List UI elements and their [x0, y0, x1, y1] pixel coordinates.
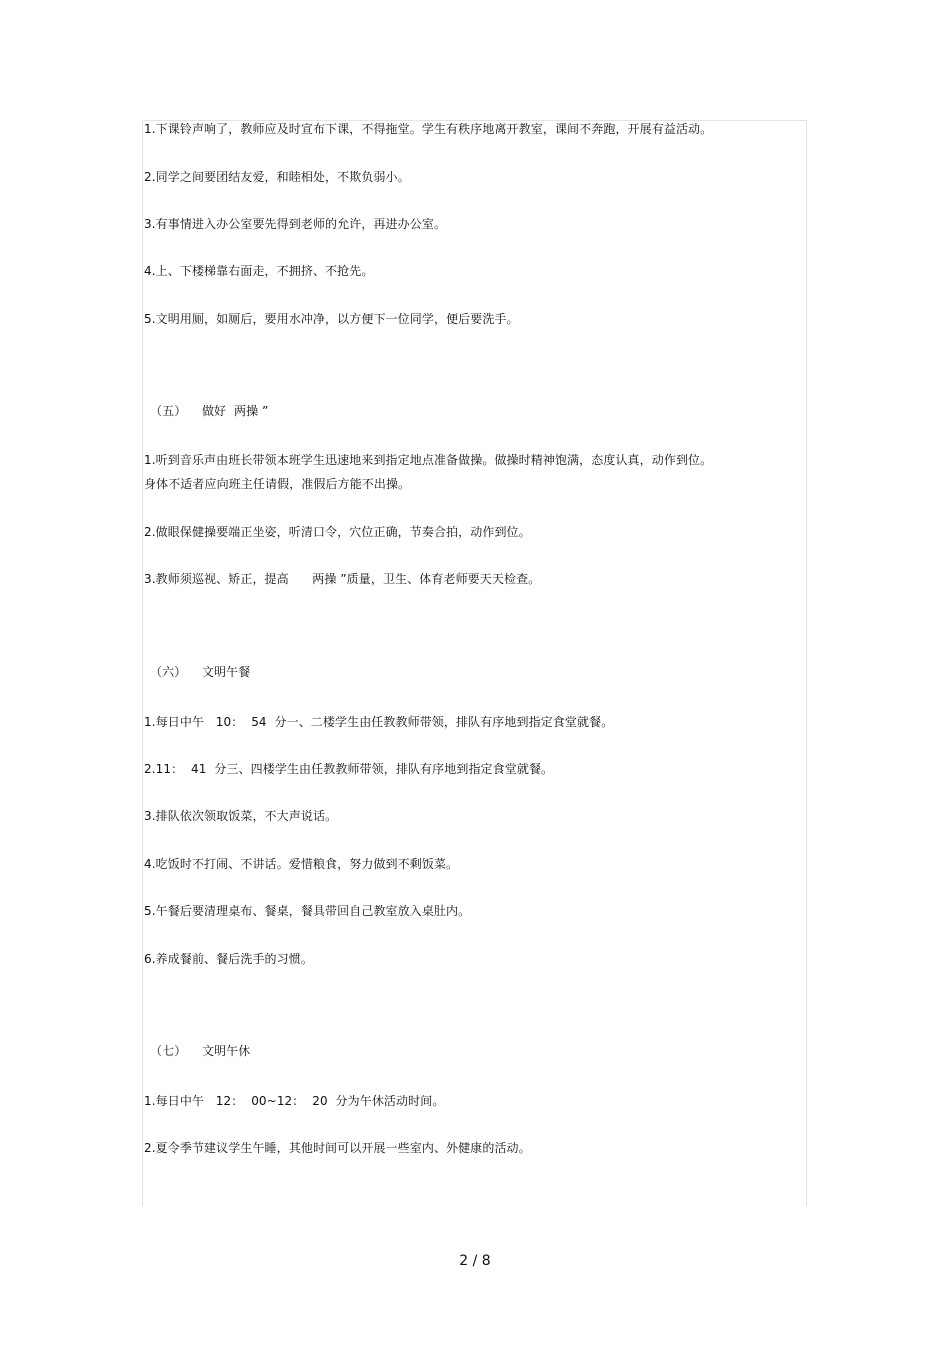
rule-line-14: 6.养成餐前、餐后洗手的习惯。 — [144, 952, 313, 966]
rule-line-15: 1.每日中午 12： 00~12： 20 分为午休活动时间。 — [144, 1094, 445, 1108]
rule-line-10: 2.11： 41 分三、四楼学生由任教教师带领，排队有序地到指定食堂就餐。 — [144, 762, 554, 776]
rule-line-3: 3.有事情进入办公室要先得到老师的允许，再进办公室。 — [144, 217, 447, 231]
section-heading-6: （六） 文明午餐 — [150, 665, 251, 679]
rule-line-2: 2.同学之间要团结友爱，和睦相处，不欺负弱小。 — [144, 170, 410, 184]
rule-line-16: 2.夏令季节建议学生午睡，其他时间可以开展一些室内、外健康的活动。 — [144, 1141, 531, 1155]
section-heading-7: （七） 文明午休 — [150, 1044, 251, 1058]
rule-line-4: 4.上、下楼梯靠右面走，不拥挤、不抢先。 — [144, 264, 374, 278]
page-number: 2 / 8 — [459, 1253, 491, 1269]
rule-line-9: 1.每日中午 10： 54 分一、二楼学生由任教教师带领，排队有序地到指定食堂就餐。 — [144, 715, 614, 729]
rule-line-7: 2.做眼保健操要端正坐姿，听清口令，穴位正确，节奏合拍，动作到位。 — [144, 525, 531, 539]
rule-line-1: 1.下课铃声响了，教师应及时宣布下课，不得拖堂。学生有秩序地离开教室，课间不奔跑，开展有益活动。 — [144, 122, 713, 136]
rule-line-6: 1.听到音乐声由班长带领本班学生迅速地来到指定地点准备做操。做操时精神饱满，态度认真，动作到位。 — [144, 453, 713, 467]
rule-line-6-cont: 身体不适者应向班主任请假，准假后方能不出操。 — [144, 477, 411, 491]
rule-line-8: 3.教师须巡视、矫正，提高 两操 ”质量，卫生、体育老师要天天检查。 — [144, 572, 541, 586]
section-heading-5: （五） 做好 两操 ” — [150, 404, 269, 418]
rule-line-11: 3.排队依次领取饭菜，不大声说话。 — [144, 809, 338, 823]
rule-line-5: 5.文明用厕，如厕后，要用水冲净，以方便下一位同学，便后要洗手。 — [144, 312, 519, 326]
rule-line-13: 5.午餐后要清理桌布、餐桌，餐具带回自己教室放入桌肚内。 — [144, 904, 471, 918]
rule-line-12: 4.吃饭时不打闹、不讲话。爱惜粮食，努力做到不剩饭菜。 — [144, 857, 459, 871]
